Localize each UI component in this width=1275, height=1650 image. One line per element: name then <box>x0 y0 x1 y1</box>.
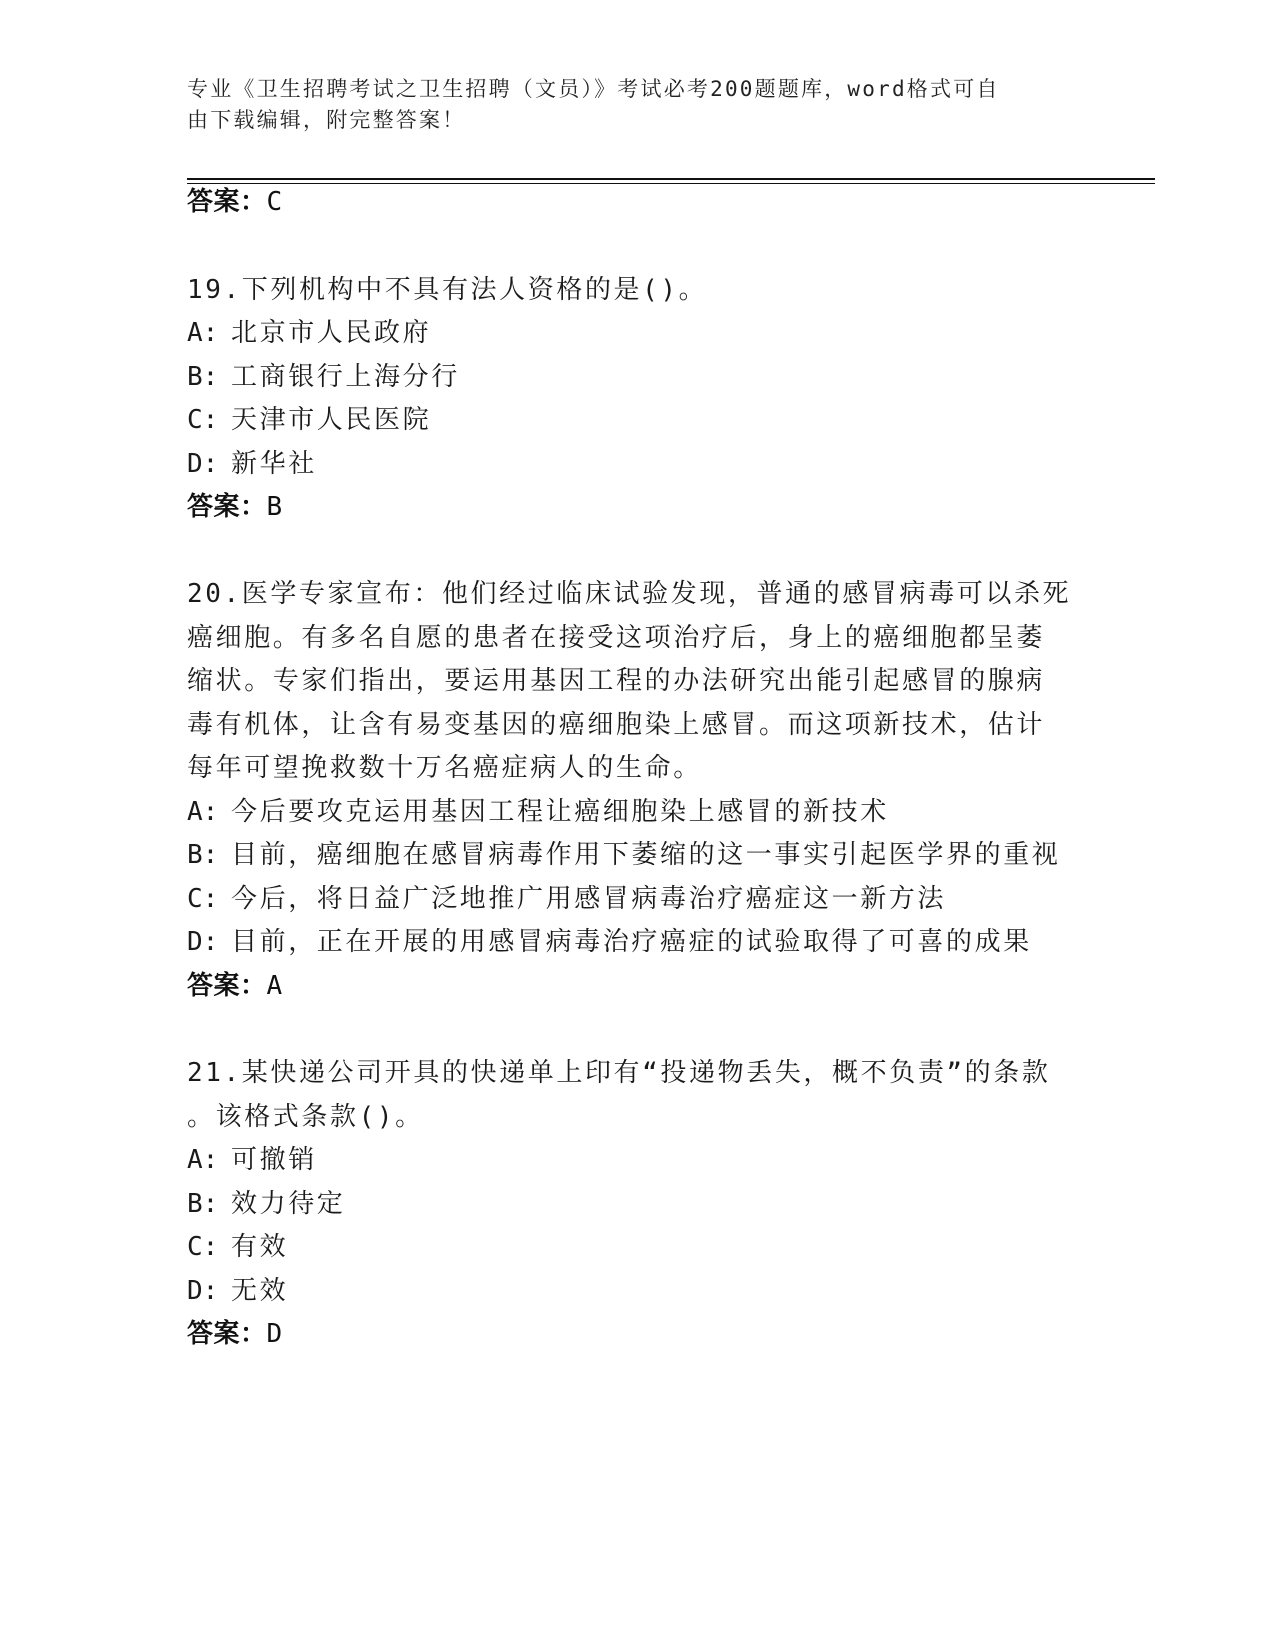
option-letter: C: <box>187 405 219 435</box>
option-text: 有效 <box>231 1232 289 1262</box>
q19-stem: 19.下列机构中不具有法人资格的是()。 <box>187 275 708 305</box>
option-text: 目前，正在开展的用感冒病毒治疗癌症的试验取得了可喜的成果 <box>231 927 1032 957</box>
q19-answer <box>187 491 283 523</box>
option-letter: D: <box>187 927 219 957</box>
option-letter: A: <box>187 797 219 827</box>
option-text: 今后，将日益广泛地推广用感冒病毒治疗癌症这一新方法 <box>231 884 947 914</box>
option-letter: B: <box>187 1189 219 1219</box>
option-letter: A: <box>187 318 219 348</box>
option-text: 可撤销 <box>231 1145 317 1175</box>
option-letter: C: <box>187 1232 219 1262</box>
option-text: 天津市人民医院 <box>231 405 432 435</box>
q21-answer <box>187 1318 283 1350</box>
option-letter: B: <box>187 840 219 870</box>
q19-option-a <box>187 317 431 349</box>
q21-option-c <box>187 1231 288 1263</box>
option-letter: A: <box>187 1145 219 1175</box>
header-rule-thin <box>187 183 1155 184</box>
q20-stem-line-2: 癌细胞。有多名自愿的患者在接受这项治疗后，身上的癌细胞都呈萎 <box>187 623 1046 653</box>
q21-option-b <box>187 1188 345 1220</box>
header-line-2: 由下载编辑，附完整答案！ <box>187 108 466 132</box>
answer-value: A <box>266 971 283 1001</box>
q21-option-d <box>187 1275 288 1307</box>
q21-stem-line-2: 。该格式条款()。 <box>187 1102 424 1132</box>
answer-value: D <box>266 1319 283 1349</box>
q21-stem-line-1: 21.某快递公司开具的快递单上印有“投递物丢失，概不负责”的条款 <box>187 1058 1051 1088</box>
answer-value: B <box>266 492 283 522</box>
answer-value: C <box>266 187 283 217</box>
document-header <box>187 74 1067 136</box>
q18-answer <box>187 186 283 218</box>
answer-label: 答案： <box>187 187 267 217</box>
q20-stem-line-5: 每年可望挽救数十万名癌症病人的生命。 <box>187 753 702 783</box>
option-text: 北京市人民政府 <box>231 318 432 348</box>
q20-stem-line-3: 缩状。专家们指出，要运用基因工程的办法研究出能引起感冒的腺病 <box>187 666 1046 696</box>
q20-stem-line-4: 毒有机体，让含有易变基因的癌细胞染上感冒。而这项新技术，估计 <box>187 710 1046 740</box>
q20-option-d <box>187 926 1032 958</box>
q20-stem-line-1: 20.医学专家宣布：他们经过临床试验发现，普通的感冒病毒可以杀死 <box>187 579 1072 609</box>
option-letter: D: <box>187 1276 219 1306</box>
q19-option-c <box>187 404 431 436</box>
answer-label: 答案： <box>187 1319 267 1349</box>
answer-label: 答案： <box>187 492 267 522</box>
q19-option-b <box>187 361 460 393</box>
q20-option-b <box>187 839 1060 871</box>
option-text: 今后要攻克运用基因工程让癌细胞染上感冒的新技术 <box>231 797 889 827</box>
q20-option-c <box>187 883 946 915</box>
option-text: 工商银行上海分行 <box>231 362 460 392</box>
q21-option-a <box>187 1144 317 1176</box>
header-rule-thick <box>187 178 1155 180</box>
header-line-1: 专业《卫生招聘考试之卫生招聘（文员）》考试必考200题题库，word格式可自 <box>187 77 1000 101</box>
option-letter: C: <box>187 884 219 914</box>
q20-option-a <box>187 796 889 828</box>
option-text: 效力待定 <box>231 1189 346 1219</box>
answer-label: 答案： <box>187 971 267 1001</box>
q20-answer <box>187 970 283 1002</box>
option-text: 目前，癌细胞在感冒病毒作用下萎缩的这一事实引起医学界的重视 <box>231 840 1061 870</box>
option-text: 新华社 <box>231 449 317 479</box>
option-letter: D: <box>187 449 219 479</box>
q19-option-d <box>187 448 317 480</box>
option-text: 无效 <box>231 1276 289 1306</box>
option-letter: B: <box>187 362 219 392</box>
